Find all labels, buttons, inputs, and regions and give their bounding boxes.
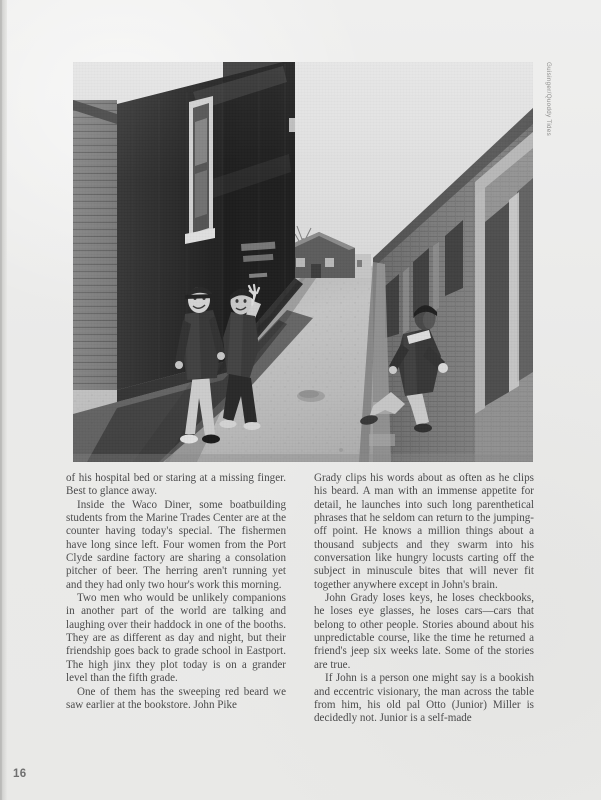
text-column-left [66, 472, 286, 712]
paragraph: If John is a person one might say is a bookish and eccentric visionary, the man across the table from him, his old pal Otto (Junior) Miller is decidedly not. Junior is a self-made [314, 672, 534, 725]
paragraph: John Grady loses keys, he loses checkbooks, he loses eye glasses, he loses cars—cars that belong to other people. Stories abound about his unpredictable course, like the time he returned a friend's jeep six weeks late. Some of the stories are true. [314, 592, 534, 671]
building-window [189, 96, 213, 240]
photograph-artwork [73, 62, 533, 462]
page-number: 16 [13, 768, 27, 780]
photo-credit: Guisinger/Quoddy Tides [545, 62, 552, 137]
paragraph: Two men who would be unlikely companions in another part of the world are talking and laughing over their haddock in one of the booths. They are as different as day and night, but their friendship goes back to grade school in Eastport. The high jinx they plot today is on a grander level than the fifth grade. [66, 592, 286, 685]
article-body [0, 472, 601, 740]
street-photograph [73, 62, 533, 462]
paragraph: of his hospital bed or staring at a missing finger. Best to glance away. [66, 472, 286, 498]
text-column-right [314, 472, 534, 726]
paragraph: Grady clips his words about as often as he clips his beard. A man with an immense appetite for detail, he launches into such long parenthetical phrases that he seldom can return to the jumping-off point. He knows a million things about a thousand subjects and they swarm into his conversation like hungry locusts carting off the subject in minuscule bites that will never fit together anywhere except in John's brain. [314, 472, 534, 591]
paragraph: One of them has the sweeping red beard we saw earlier at the bookstore. John Pike [66, 685, 286, 711]
paragraph: Inside the Waco Diner, some boatbuilding students from the Marine Trades Center are at the counter having today's special. The fishermen have long since left. Four women from the Port Clyde sardine factory are sharing a consolation pitcher of beer. The herring aren't running yet and they had only two hour's work this morning. [66, 498, 286, 591]
